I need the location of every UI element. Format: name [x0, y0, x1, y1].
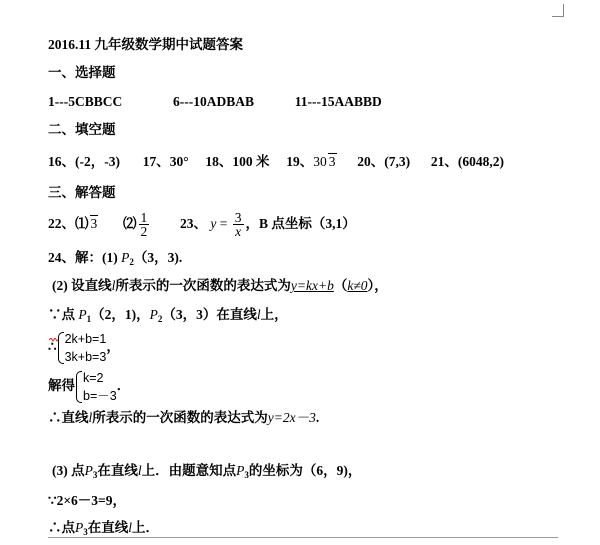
- answer-20: 20、(7,3): [357, 154, 411, 169]
- page-title: 2016.11 九年级数学期中试题答案: [48, 37, 244, 52]
- conclusion-line-expression: ∴直线l所表示的一次函数的表达式为y=2x－3.: [48, 410, 320, 425]
- answer-17: 17、30°: [142, 154, 189, 169]
- equation-system-2: 解得 k=2 b=－3 ．: [48, 370, 131, 403]
- final-conclusion: ∴点$P_3$在直线l上．: [48, 520, 160, 537]
- points-on-line: ∵点 $P_1(2$，1)，$P_2(3$，3）在直线l上，: [48, 307, 288, 324]
- equation-brace: 2k+b=1 3k+b=3: [57, 330, 107, 366]
- answer-24-part1: 24、解：(1) $P_2(3$，3).: [48, 250, 183, 267]
- answer-24-part2: (2) 设直线l所表示的一次函数的表达式为y=kx+b（k≠0），: [52, 278, 388, 293]
- fraction-one-half: $\frac{1}{2}$: [140, 210, 148, 240]
- choice-answers: [48, 93, 382, 111]
- answer-23: 23、 y = $\frac{3}{x}$ ，B 点坐标（3,1）: [180, 210, 356, 240]
- section-heading-choice: 一、选择题: [48, 65, 116, 80]
- section-heading-fill: 二、填空题: [48, 122, 116, 137]
- fraction-3-over-x: $\frac{3}{x}$: [234, 210, 242, 240]
- fill-answers: [48, 153, 504, 171]
- answer-21: 21、(6048,2): [430, 154, 505, 169]
- answer-16: 16、(-2，-3): [48, 154, 120, 169]
- page-bottom-rule: [48, 537, 558, 538]
- answer-24-part3: (3) 点$P_3$在直线l上．由题意知点$P_3$的坐标为（6，9)，: [52, 463, 362, 480]
- sqrt-3: 3: [90, 216, 98, 231]
- answer-19: 19、30 3: [286, 154, 336, 169]
- equation-system-1: ∴ 2k+b=1 3k+b=3 ，: [48, 331, 120, 364]
- verification-line: ∵2×6－3=9，: [48, 493, 126, 508]
- section-heading-solve: 三、解答题: [48, 185, 116, 200]
- choice-answer-11-15: 11---15AABBD: [294, 94, 382, 109]
- choice-answer-6-10: 6---10ADBAB: [173, 94, 254, 109]
- answer-18: 18、100 米: [205, 154, 270, 169]
- sqrt-3: 3: [328, 154, 336, 169]
- choice-answer-1-5: 1---5CBBCC: [48, 94, 123, 109]
- solution-brace: k=2 b=－3: [75, 369, 117, 405]
- crop-mark-top-right-icon: [552, 4, 576, 17]
- answer-22: 22、⑴ 3 ⑵ $\frac{1}{2}$: [48, 210, 148, 240]
- answers-22-23: [48, 210, 356, 238]
